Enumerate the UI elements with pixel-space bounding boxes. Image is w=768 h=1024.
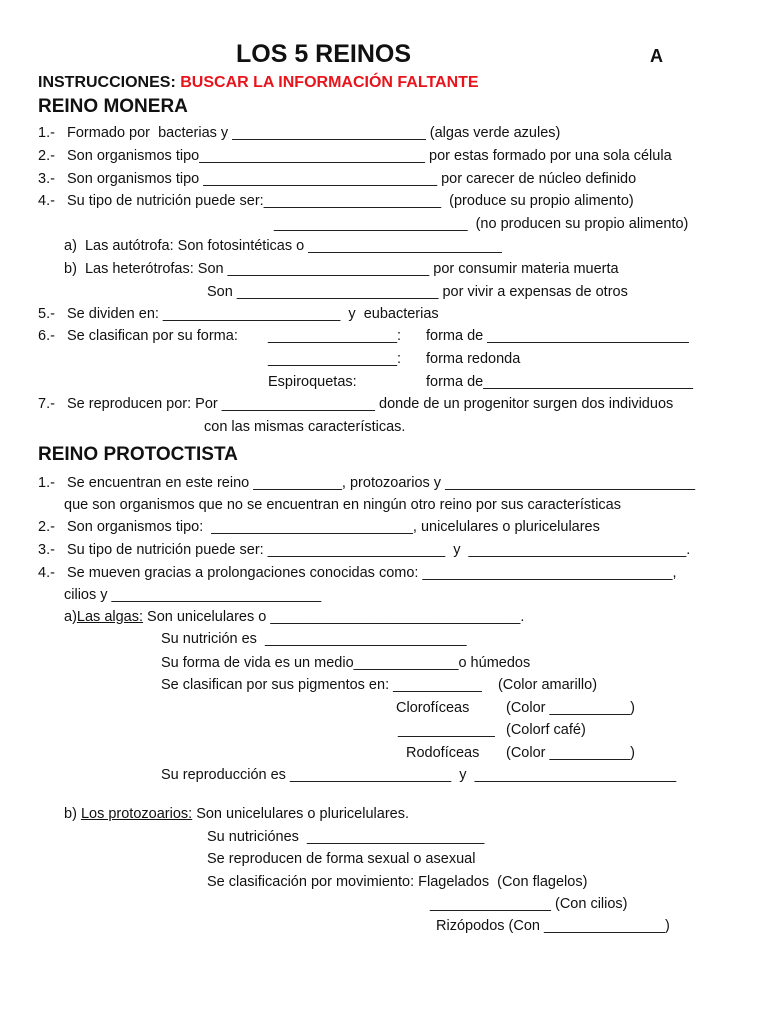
monera-q4b: b) Las heterótrofas: Son _________________________ por consumir materia muerta bbox=[64, 261, 619, 277]
version-letter: A bbox=[650, 46, 663, 66]
protoctista-q1-line2: que son organismos que no se encuentran en ningún otro reino por sus características bbox=[64, 497, 621, 513]
algas-cloroficeas: Clorofíceas bbox=[396, 700, 470, 716]
instructions-text: BUSCAR LA INFORMACIÓN FALTANTE bbox=[180, 74, 479, 91]
monera-q5: 5.- Se dividen en: ______________________ y eubacterias bbox=[38, 306, 439, 322]
protoctista-heading: REINO PROTOCTISTA bbox=[38, 444, 238, 465]
protozoarios-line bbox=[64, 805, 409, 823]
protozoarios-rest: Son unicelulares o pluricelulares. bbox=[192, 806, 409, 822]
protozoarios-nutricion: Su nutriciónes ______________________ bbox=[207, 829, 485, 845]
monera-q4b-line2: Son _________________________ por vivir a expensas de otros bbox=[207, 284, 628, 300]
monera-q1: 1.- Formado por bacterias y ________________________ (algas verde azules) bbox=[38, 125, 561, 141]
monera-q7: 7.- Se reproducen por: Por ___________________ donde de un progenitor surgen dos individuos bbox=[38, 396, 674, 412]
monera-q6-forma3: forma de__________________________ bbox=[426, 374, 693, 390]
protoctista-q2: 2.- Son organismos tipo: _________________________, unicelulares o pluricelulares bbox=[38, 519, 600, 535]
algas-reproduccion: Su reproducción es ____________________ y _________________________ bbox=[161, 767, 677, 783]
protozoarios-cilios: _______________ (Con cilios) bbox=[430, 896, 628, 912]
monera-heading: REINO MONERA bbox=[38, 96, 188, 117]
monera-q6-forma1: forma de _________________________ bbox=[426, 328, 689, 344]
protoctista-q1: 1.- Se encuentran en este reino ___________, protozoarios y _______________________________ bbox=[38, 475, 696, 491]
protozoarios-prefix: b) bbox=[64, 806, 77, 822]
instructions-label: INSTRUCCIONES: bbox=[38, 74, 176, 91]
monera-q4: 4.- Su tipo de nutrición puede ser:______________________ (produce su propio alimento) bbox=[38, 193, 634, 209]
algas-forma-vida: Su forma de vida es un medio_____________o húmedos bbox=[161, 655, 531, 671]
monera-q3: 3.- Son organismos tipo _____________________________ por carecer de núcleo definido bbox=[38, 171, 637, 187]
monera-q2: 2.- Son organismos tipo____________________________ por estas formado por una sola célula bbox=[38, 148, 672, 164]
protoctista-q3: 3.- Su tipo de nutrición puede ser: ______________________ y ___________________________. bbox=[38, 542, 691, 558]
algas-rest: Son unicelulares o _______________________________. bbox=[143, 609, 525, 625]
monera-q6-forma2: forma redonda bbox=[426, 351, 521, 367]
algas-label: Las algas: bbox=[76, 609, 144, 625]
algas-pigmentos: Se clasifican por sus pigmentos en: ___________ (Color amarillo) bbox=[161, 677, 598, 693]
protozoarios-rizopodos: Rizópodos (Con _______________) bbox=[436, 918, 670, 934]
algas-line bbox=[64, 608, 524, 626]
protozoarios-clasificacion: Se clasificación por movimiento: Flagelados (Con flagelos) bbox=[207, 874, 588, 890]
protoctista-q4: 4.- Se mueven gracias a prolongaciones conocidas como: _______________________________, bbox=[38, 565, 677, 581]
algas-prefix: a) bbox=[64, 609, 77, 625]
monera-q4-line2: ________________________ (no producen su propio alimento) bbox=[274, 216, 689, 232]
algas-cafe-color: (Colorf café) bbox=[506, 722, 586, 738]
monera-q7-line2: con las mismas características. bbox=[204, 419, 406, 435]
protozoarios-label: Los protozoarios: bbox=[80, 806, 193, 822]
algas-blank-pigment: ____________ bbox=[398, 722, 495, 738]
protoctista-q4-line2: cilios y __________________________ bbox=[64, 587, 322, 603]
instructions-line bbox=[38, 74, 479, 92]
monera-q6-blank1: ________________: bbox=[268, 328, 402, 344]
monera-q6-blank2: ________________: bbox=[268, 351, 402, 367]
page-title: LOS 5 REINOS bbox=[236, 40, 412, 68]
algas-cloroficeas-color: (Color __________) bbox=[506, 700, 635, 716]
monera-q4a: a) Las autótrofa: Son fotosintéticas o ________________________ bbox=[64, 238, 502, 254]
monera-q6-espiroquetas: Espiroquetas: bbox=[268, 374, 357, 390]
algas-rodoficeas-color: (Color __________) bbox=[506, 745, 635, 761]
monera-q6: 6.- Se clasifican por su forma: bbox=[38, 328, 238, 344]
algas-nutricion: Su nutrición es _________________________ bbox=[161, 631, 467, 647]
protozoarios-reproduccion: Se reproducen de forma sexual o asexual bbox=[207, 851, 476, 867]
algas-rodoficeas: Rodofíceas bbox=[406, 745, 480, 761]
